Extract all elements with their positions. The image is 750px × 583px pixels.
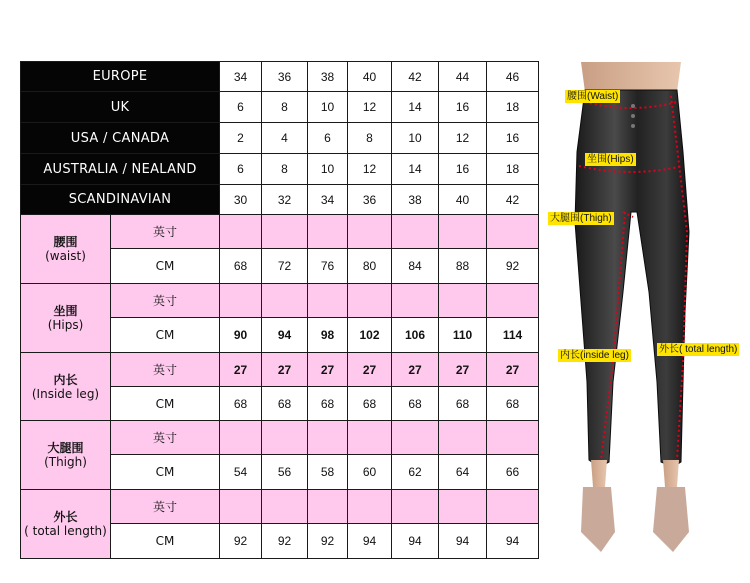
inch-cell: 27 — [308, 353, 348, 387]
size-cell: 8 — [262, 92, 308, 123]
inch-cell — [487, 284, 539, 318]
cm-cell: 106 — [392, 318, 439, 353]
measurement-name-en: ( total length) — [24, 524, 107, 538]
size-cell: 36 — [262, 62, 308, 92]
cm-cell: 114 — [487, 318, 539, 353]
measurement-name-cn: 坐围 — [53, 304, 78, 318]
size-cell: 12 — [348, 92, 392, 123]
cm-cell: 68 — [487, 387, 539, 421]
cm-cell: 84 — [392, 249, 439, 284]
cm-cell: 88 — [439, 249, 487, 284]
unit-label-inch: 英寸 — [111, 353, 220, 387]
measurement-row-waist-inch — [21, 215, 539, 249]
unit-label-cm: CM — [111, 387, 220, 421]
inch-cell — [487, 215, 539, 249]
size-row-usa-canada — [21, 123, 539, 154]
size-cell: 38 — [308, 62, 348, 92]
size-cell: 18 — [487, 154, 539, 185]
size-cell: 40 — [348, 62, 392, 92]
cm-cell: 94 — [487, 524, 539, 559]
inch-cell — [348, 421, 392, 455]
size-cell: 36 — [348, 185, 392, 215]
inch-cell — [392, 215, 439, 249]
cm-cell: 92 — [220, 524, 262, 559]
unit-label-inch: 英寸 — [111, 215, 220, 249]
size-cell: 10 — [308, 92, 348, 123]
size-row-uk — [21, 92, 539, 123]
cm-cell: 98 — [308, 318, 348, 353]
inch-cell: 27 — [220, 353, 262, 387]
cm-cell: 56 — [262, 455, 308, 490]
cm-cell: 102 — [348, 318, 392, 353]
measurement-name-cn: 腰围 — [53, 235, 78, 249]
inch-cell — [220, 421, 262, 455]
size-chart-table — [20, 61, 539, 559]
unit-label-cm: CM — [111, 318, 220, 353]
cm-cell: 68 — [348, 387, 392, 421]
cm-cell: 60 — [348, 455, 392, 490]
measurement-name-en: (Thigh) — [44, 455, 87, 469]
cm-cell: 76 — [308, 249, 348, 284]
cm-cell: 94 — [439, 524, 487, 559]
inch-cell — [439, 421, 487, 455]
cm-cell: 68 — [308, 387, 348, 421]
measurement-name-en: (Hips) — [47, 318, 84, 332]
cm-cell: 90 — [220, 318, 262, 353]
inch-cell — [220, 284, 262, 318]
inch-cell — [348, 490, 392, 524]
region-label: USA / CANADA — [21, 123, 220, 154]
cm-cell: 66 — [487, 455, 539, 490]
cm-cell: 80 — [348, 249, 392, 284]
size-cell: 14 — [392, 154, 439, 185]
size-cell: 2 — [220, 123, 262, 154]
size-cell: 30 — [220, 185, 262, 215]
label-thigh: 大腿围(Thigh) — [550, 213, 612, 224]
pants-measurement-figure — [550, 62, 750, 562]
size-cell: 38 — [392, 185, 439, 215]
inch-cell — [262, 284, 308, 318]
measurement-label-inside-leg — [21, 353, 111, 421]
inch-cell — [348, 215, 392, 249]
size-cell: 18 — [487, 92, 539, 123]
inch-cell — [439, 215, 487, 249]
cm-cell: 92 — [487, 249, 539, 284]
measurement-name-cn: 外长 — [53, 510, 78, 524]
button-decoration — [631, 124, 635, 128]
inch-cell — [262, 490, 308, 524]
unit-label-cm: CM — [111, 455, 220, 490]
size-cell: 10 — [392, 123, 439, 154]
size-cell: 10 — [308, 154, 348, 185]
size-cell: 44 — [439, 62, 487, 92]
size-cell: 42 — [487, 185, 539, 215]
cm-cell: 68 — [220, 387, 262, 421]
cm-cell: 72 — [262, 249, 308, 284]
inch-cell — [439, 490, 487, 524]
inch-cell — [487, 490, 539, 524]
measurement-name-cn: 内长 — [53, 372, 78, 387]
inch-cell: 27 — [392, 353, 439, 387]
unit-label-cm: CM — [111, 249, 220, 284]
inch-cell — [308, 284, 348, 318]
size-cell: 12 — [439, 123, 487, 154]
unit-label-cm: CM — [111, 524, 220, 559]
ankle-skin — [663, 460, 679, 487]
cm-cell: 62 — [392, 455, 439, 490]
inch-cell: 27 — [348, 353, 392, 387]
inch-cell — [220, 215, 262, 249]
cm-cell: 64 — [439, 455, 487, 490]
size-cell: 32 — [262, 185, 308, 215]
measurement-row-inside-leg-inch — [21, 353, 539, 387]
inch-cell: 27 — [262, 353, 308, 387]
inch-cell — [439, 284, 487, 318]
unit-label-inch: 英寸 — [111, 490, 220, 524]
cm-cell: 94 — [262, 318, 308, 353]
size-cell: 8 — [348, 123, 392, 154]
size-cell: 12 — [348, 154, 392, 185]
size-cell: 6 — [308, 123, 348, 154]
ankle-skin — [591, 460, 607, 487]
measurement-name-en: (Inside leg) — [31, 386, 100, 401]
button-decoration — [631, 114, 635, 118]
size-cell: 46 — [487, 62, 539, 92]
size-cell: 34 — [220, 62, 262, 92]
cm-cell: 92 — [308, 524, 348, 559]
inch-cell — [262, 421, 308, 455]
size-row-australia — [21, 154, 539, 185]
unit-label-inch: 英寸 — [111, 421, 220, 455]
pants-illustration — [553, 62, 750, 562]
cm-cell: 110 — [439, 318, 487, 353]
size-row-europe — [21, 62, 539, 92]
region-label: UK — [21, 92, 220, 123]
cm-cell: 94 — [348, 524, 392, 559]
inch-cell — [348, 284, 392, 318]
inch-cell — [487, 421, 539, 455]
cm-cell: 68 — [392, 387, 439, 421]
inch-cell — [392, 421, 439, 455]
inch-cell — [308, 421, 348, 455]
measurement-row-total-length-inch — [21, 490, 539, 524]
measurement-row-hips-inch — [21, 284, 539, 318]
cm-cell: 94 — [392, 524, 439, 559]
size-cell: 16 — [487, 123, 539, 154]
size-cell: 42 — [392, 62, 439, 92]
inch-cell: 27 — [439, 353, 487, 387]
shoe-shape — [581, 487, 615, 552]
size-cell: 34 — [308, 185, 348, 215]
measurement-label-thigh — [21, 421, 111, 490]
region-label: AUSTRALIA / NEALAND — [21, 154, 220, 185]
region-label: SCANDINAVIAN — [21, 185, 220, 215]
inch-cell — [308, 215, 348, 249]
inch-cell — [392, 490, 439, 524]
inch-cell — [308, 490, 348, 524]
inch-cell: 27 — [487, 353, 539, 387]
inch-cell — [220, 490, 262, 524]
cm-cell: 92 — [262, 524, 308, 559]
region-label: EUROPE — [21, 62, 220, 92]
size-cell: 4 — [262, 123, 308, 154]
button-decoration — [631, 104, 635, 108]
unit-label-inch: 英寸 — [111, 284, 220, 318]
cm-cell: 68 — [220, 249, 262, 284]
size-cell: 14 — [392, 92, 439, 123]
shoe-shape — [653, 487, 689, 552]
size-cell: 16 — [439, 92, 487, 123]
measurement-row-thigh-inch — [21, 421, 539, 455]
pants-shape — [575, 90, 689, 467]
measurement-name-cn: 大腿围 — [47, 441, 84, 455]
size-row-scandinavian — [21, 185, 539, 215]
inch-cell — [392, 284, 439, 318]
label-total-length: 外长( total length) — [659, 344, 738, 355]
inch-cell — [262, 215, 308, 249]
size-cell: 6 — [220, 154, 262, 185]
measurement-name-en: (waist) — [45, 249, 86, 263]
measurement-label-hips — [21, 284, 111, 353]
measurement-label-total-length — [21, 490, 111, 559]
size-cell: 6 — [220, 92, 262, 123]
measurement-label-waist — [21, 215, 111, 284]
label-hips: 坐围(Hips) — [587, 154, 634, 165]
label-waist: 腰围(Waist) — [567, 91, 619, 102]
torso-skin — [581, 62, 681, 92]
size-cell: 8 — [262, 154, 308, 185]
cm-cell: 68 — [439, 387, 487, 421]
size-cell: 16 — [439, 154, 487, 185]
cm-cell: 68 — [262, 387, 308, 421]
cm-cell: 54 — [220, 455, 262, 490]
label-inside-leg: 内长(inside leg) — [560, 350, 629, 361]
cm-cell: 58 — [308, 455, 348, 490]
size-cell: 40 — [439, 185, 487, 215]
